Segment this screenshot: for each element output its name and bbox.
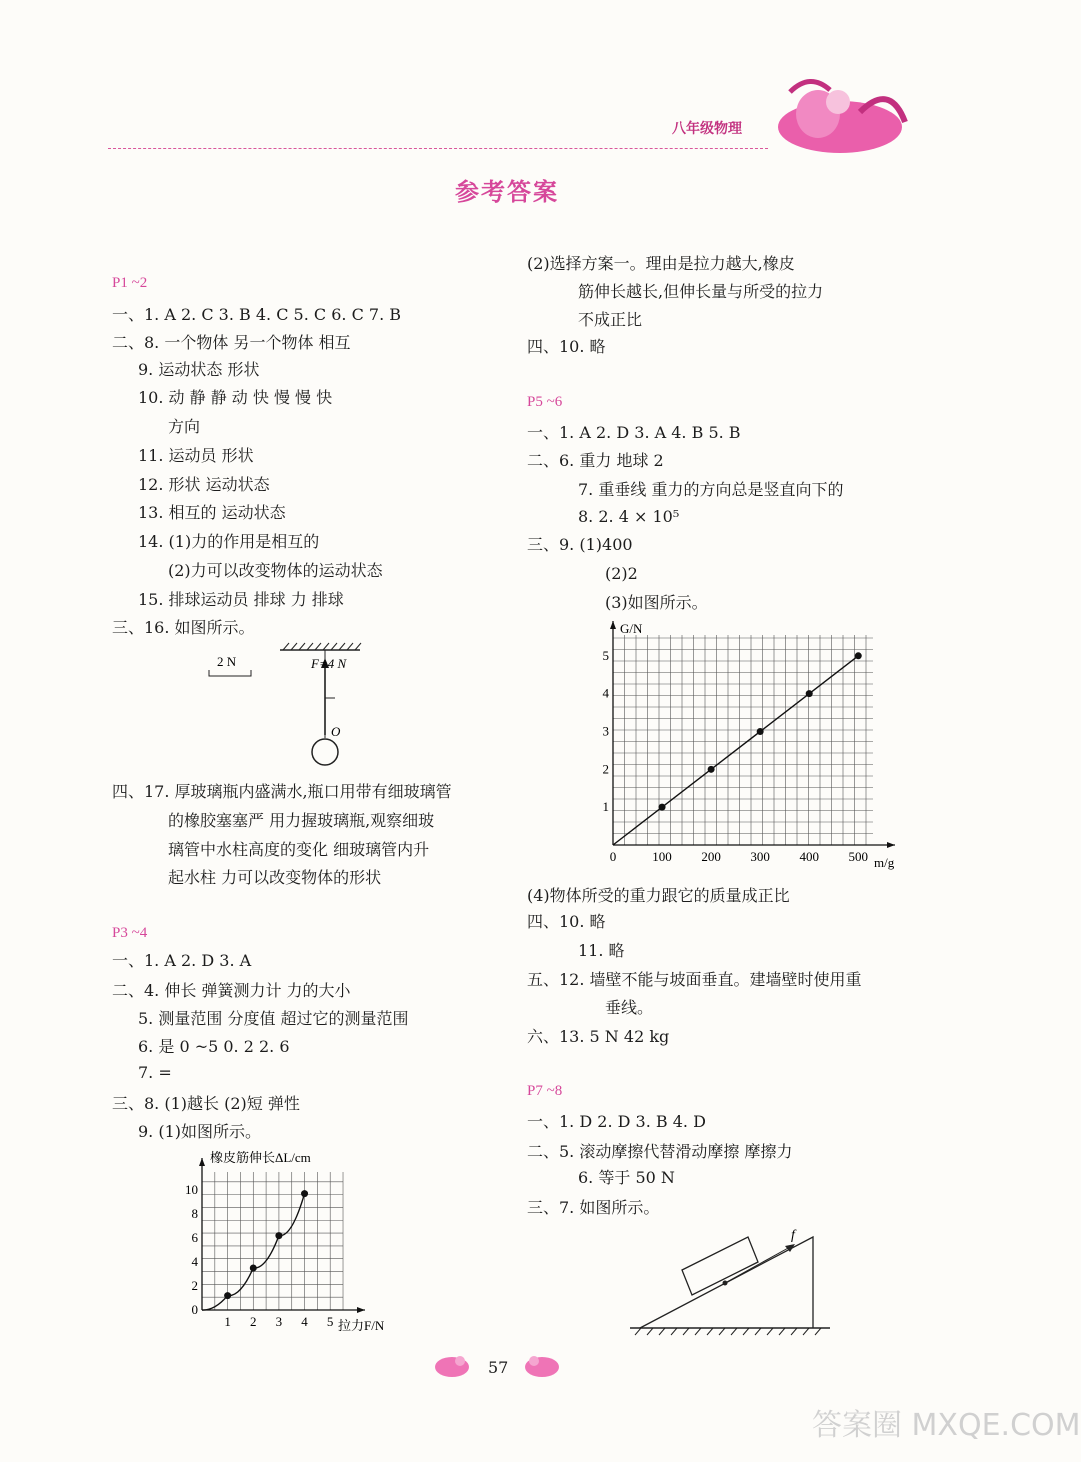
answer-line: 6. 是 0 ~5 0. 2 2. 6 bbox=[138, 1037, 290, 1056]
data-point bbox=[275, 1232, 282, 1239]
x-tick-label: 2 bbox=[250, 1314, 257, 1329]
x-axis-label: 拉力F/N bbox=[338, 1318, 385, 1333]
data-point bbox=[757, 728, 764, 735]
section-heading: P5 ~6 bbox=[527, 394, 563, 410]
data-point bbox=[301, 1190, 308, 1197]
data-point bbox=[250, 1265, 257, 1272]
figure-7-incline bbox=[625, 1225, 840, 1340]
right-chick-icon bbox=[522, 1352, 562, 1378]
answer-line: 7. 重垂线 重力的方向总是竖直向下的 bbox=[578, 480, 844, 499]
header-divider bbox=[108, 148, 768, 149]
answer-line: 四、10. 略 bbox=[527, 337, 606, 356]
figure-16-pendulum bbox=[195, 640, 365, 770]
section-heading: P7 ~8 bbox=[527, 1083, 563, 1099]
page-title: 参考答案 bbox=[455, 177, 559, 206]
answer-line: (4)物体所受的重力跟它的质量成正比 bbox=[527, 886, 790, 905]
answer-line: (3)如图所示。 bbox=[605, 593, 708, 612]
answer-line: 6. 等于 50 N bbox=[578, 1168, 675, 1187]
answer-line: 二、6. 重力 地球 2 bbox=[527, 451, 664, 470]
y-axis-arrow bbox=[199, 1158, 205, 1166]
fig16-point-label: O bbox=[331, 724, 341, 739]
answer-line: (2)2 bbox=[605, 564, 638, 583]
answer-line: 15. 排球运动员 排球 力 排球 bbox=[138, 590, 344, 609]
section-heading: P1 ~2 bbox=[112, 275, 148, 291]
answer-line: 垂线。 bbox=[605, 998, 654, 1017]
answer-line: (2)力可以改变物体的运动状态 bbox=[168, 561, 383, 580]
subject-header: 八年级物理 bbox=[672, 121, 742, 137]
answer-line: 一、1. A 2. D 3. A 4. B 5. B bbox=[527, 423, 741, 442]
answer-line: 11. 运动员 形状 bbox=[138, 446, 254, 465]
answer-line: 12. 形状 运动状态 bbox=[138, 475, 270, 494]
answer-line: 14. (1)力的作用是相互的 bbox=[138, 532, 320, 551]
answer-line: 一、1. D 2. D 3. B 4. D bbox=[527, 1112, 706, 1131]
answer-line: 三、9. (1)400 bbox=[527, 535, 633, 554]
answer-line: 7. = bbox=[138, 1063, 172, 1082]
y-tick-label: 8 bbox=[191, 1206, 198, 1221]
y-tick-label: 4 bbox=[191, 1254, 198, 1269]
x-axis-arrow bbox=[357, 1307, 365, 1313]
y-tick-label: 3 bbox=[602, 723, 609, 739]
answer-line: 13. 相互的 运动状态 bbox=[138, 503, 286, 522]
y-tick-label: 2 bbox=[602, 761, 609, 777]
answer-line: 8. 2. 4 × 10⁵ bbox=[578, 507, 680, 526]
x-axis-label: m/g bbox=[874, 855, 895, 870]
cartoon-mascot-logo bbox=[770, 72, 910, 162]
x-tick-label: 5 bbox=[326, 1314, 334, 1329]
answer-line: 五、12. 墙壁不能与坡面垂直。建墙壁时使用重 bbox=[527, 970, 862, 989]
answer-line: 四、17. 厚玻璃瓶内盛满水,瓶口用带有细玻璃管 bbox=[112, 782, 452, 801]
answer-line: 一、1. A 2. D 3. A bbox=[112, 951, 252, 970]
fig7-ground-hatch bbox=[635, 1328, 821, 1335]
data-point bbox=[708, 766, 715, 773]
answer-line: 三、8. (1)越长 (2)短 弹性 bbox=[112, 1094, 300, 1113]
x-tick-label: 400 bbox=[799, 849, 819, 864]
answer-line: 二、5. 滚动摩擦代替滑动摩擦 摩擦力 bbox=[527, 1142, 793, 1161]
x-tick-label: 100 bbox=[652, 849, 672, 864]
data-point bbox=[806, 690, 813, 697]
x-tick-label: 4 bbox=[301, 1314, 308, 1329]
x-tick-label: 200 bbox=[701, 849, 721, 864]
chart-stretch-vs-force bbox=[150, 1140, 410, 1340]
answer-line: 10. 动 静 静 动 快 慢 慢 快 bbox=[138, 388, 333, 407]
answer-line: 9. (1)如图所示。 bbox=[138, 1122, 262, 1141]
data-point bbox=[855, 652, 862, 659]
answer-line: 不成正比 bbox=[578, 310, 643, 329]
data-point bbox=[659, 804, 666, 811]
chart-gravity-vs-mass bbox=[580, 615, 910, 885]
answer-line: 璃管中水柱高度的变化 细玻璃管内升 bbox=[168, 840, 430, 859]
fig16-ball bbox=[312, 739, 338, 765]
y-tick-label: 5 bbox=[602, 647, 609, 663]
y-tick-label: 0 bbox=[191, 1302, 198, 1317]
y-tick-label: 2 bbox=[191, 1278, 198, 1293]
data-point bbox=[224, 1292, 231, 1299]
x-tick-label: 1 bbox=[224, 1314, 231, 1329]
left-chick-icon bbox=[432, 1352, 472, 1378]
fig16-scale-bar bbox=[209, 670, 251, 676]
fig16-scale-label: 2 N bbox=[217, 654, 237, 669]
x-tick-label: 300 bbox=[750, 849, 770, 864]
y-tick-label: 1 bbox=[602, 799, 609, 815]
y-tick-label: 4 bbox=[602, 685, 609, 701]
page-number: 57 bbox=[488, 1358, 509, 1377]
fig7-friction-arrow bbox=[725, 1247, 790, 1283]
answer-line: 筋伸长越长,但伸长量与所受的拉力 bbox=[578, 282, 824, 301]
x-tick-label: 0 bbox=[609, 849, 617, 864]
answer-line: 四、10. 略 bbox=[527, 912, 606, 931]
x-tick-label: 500 bbox=[848, 849, 869, 864]
watermark: 答案圈 MXQE.COM bbox=[812, 1408, 1081, 1443]
answer-line: 二、8. 一个物体 另一个物体 相互 bbox=[112, 333, 351, 352]
answer-line: (2)选择方案一。理由是拉力越大,橡皮 bbox=[527, 254, 795, 273]
y-tick-label: 10 bbox=[185, 1182, 198, 1197]
fig16-force-label: F=4 N bbox=[311, 656, 347, 671]
answer-line: 9. 运动状态 形状 bbox=[138, 360, 260, 379]
answer-line: 的橡胶塞塞严 用力握玻璃瓶,观察细玻 bbox=[168, 811, 435, 830]
answer-line: 三、7. 如图所示。 bbox=[527, 1198, 660, 1217]
y-axis-arrow bbox=[610, 621, 616, 629]
x-tick-label: 3 bbox=[275, 1314, 283, 1329]
answer-line: 起水柱 力可以改变物体的形状 bbox=[168, 868, 382, 887]
answer-line: 六、13. 5 N 42 kg bbox=[527, 1027, 670, 1046]
y-axis-label: G/N bbox=[620, 621, 643, 636]
y-tick-label: 6 bbox=[191, 1230, 198, 1245]
answer-line: 11. 略 bbox=[578, 941, 625, 960]
answer-line: 一、1. A 2. C 3. B 4. C 5. C 6. C 7. B bbox=[112, 305, 402, 324]
section-heading: P3 ~4 bbox=[112, 925, 148, 941]
x-axis-arrow bbox=[887, 842, 895, 848]
fig7-force-label: f bbox=[791, 1228, 795, 1243]
answer-line: 二、4. 伸长 弹簧测力计 力的大小 bbox=[112, 981, 351, 1000]
fig16-ceiling-hatch bbox=[283, 643, 361, 650]
answer-line: 方向 bbox=[168, 417, 201, 436]
y-axis-label: 橡皮筋伸长ΔL/cm bbox=[210, 1150, 311, 1165]
answer-line: 5. 测量范围 分度值 超过它的测量范围 bbox=[138, 1009, 409, 1028]
answer-line: 三、16. 如图所示。 bbox=[112, 618, 255, 637]
